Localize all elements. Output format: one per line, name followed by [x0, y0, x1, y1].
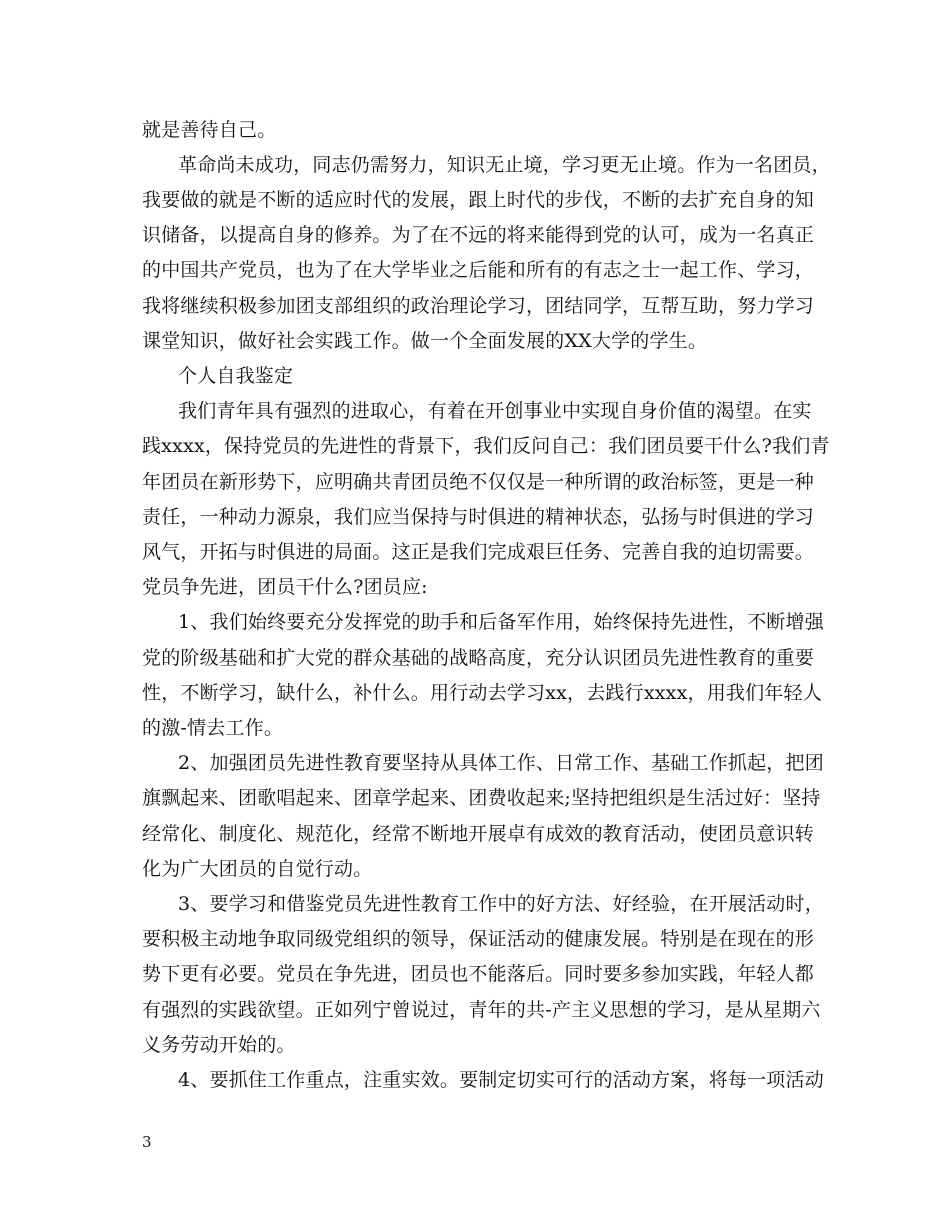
list-item-4: 4、要抓住工作重点，注重实效。要制定切实可行的活动方案，将每一项活动	[178, 1069, 824, 1091]
text-line: 有强烈的实践欲望。正如列宁曾说过，青年的共-产主义思想的学习，是从星期六	[142, 999, 821, 1021]
text-line: 要积极主动地争取同级党组织的领导，保证活动的健康发展。特别是在现在的形	[142, 928, 815, 950]
text-line: 课堂知识，做好社会实践工作。做一个全面发展的XX大学的学生。	[142, 330, 708, 352]
text-line: 我将继续积极参加团支部组织的政治理论学习，团结同学，互帮互助，努力学习	[142, 295, 815, 317]
text-line: 性，不断学习，缺什么，补什么。用行动去学习xx，去践行xxxx，用我们年轻人	[142, 682, 822, 704]
page-number: 3	[142, 1133, 152, 1151]
paragraph-start: 革命尚未成功，同志仍需努力，知识无止境，学习更无止境。作为一名团员，	[178, 154, 831, 176]
text-line: 责任，一种动力源泉，我们应当保持与时俱进的精神状态，弘扬与时俱进的学习	[142, 506, 815, 528]
text-line: 党员争先进，团员干什么?团员应:	[142, 576, 428, 598]
text-line: 我要做的就是不断的适应时代的发展，跟上时代的步伐，不断的去扩充自身的知	[142, 189, 815, 211]
list-item-2: 2、加强团员先进性教育要坚持从具体工作、日常工作、基础工作抓起，把团	[178, 752, 824, 774]
text-line: 的激-情去工作。	[142, 717, 284, 739]
text-line: 党的阶级基础和扩大党的群众基础的战略高度，充分认识团员先进性教育的重要	[142, 647, 815, 669]
paragraph-start: 我们青年具有强烈的进取心，有着在开创事业中实现自身价值的渴望。在实	[178, 400, 812, 422]
text-line: 的中国共产党员，也为了在大学毕业之后能和所有的有志之士一起工作、学习，	[142, 259, 815, 281]
text-line: 化为广大团员的自觉行动。	[142, 858, 373, 880]
list-item-1: 1、我们始终要充分发挥党的助手和后备军作用，始终保持先进性，不断增强	[178, 611, 824, 633]
text-line: 就是善待自己。	[142, 119, 277, 141]
text-line: 风气，开拓与时俱进的局面。这正是我们完成艰巨任务、完善自我的迫切需要。	[142, 541, 815, 563]
list-item-3: 3、要学习和借鉴党员先进性教育工作中的好方法、好经验，在开展活动时，	[178, 893, 824, 915]
text-line: 经常化、制度化、规范化，经常不断地开展卓有成效的教育活动，使团员意识转	[142, 823, 815, 845]
section-heading: 个人自我鉴定	[178, 365, 294, 387]
text-line: 识储备，以提高自身的修养。为了在不远的将来能得到党的认可，成为一名真正	[142, 224, 815, 246]
text-line: 势下更有必要。党员在争先进，团员也不能落后。同时要多参加实践，年轻人都	[142, 963, 815, 985]
text-line: 践xxxx，保持党员的先进性的背景下，我们反问自己：我们团员要干什么?我们青	[142, 435, 830, 457]
text-line: 义务劳动开始的。	[142, 1034, 296, 1056]
text-line: 旗飘起来、团歌唱起来、团章学起来、团费收起来;坚持把组织是生活过好：坚持	[142, 787, 821, 809]
text-line: 年团员在新形势下，应明确共青团员绝不仅仅是一种所谓的政治标签，更是一种	[142, 471, 815, 493]
